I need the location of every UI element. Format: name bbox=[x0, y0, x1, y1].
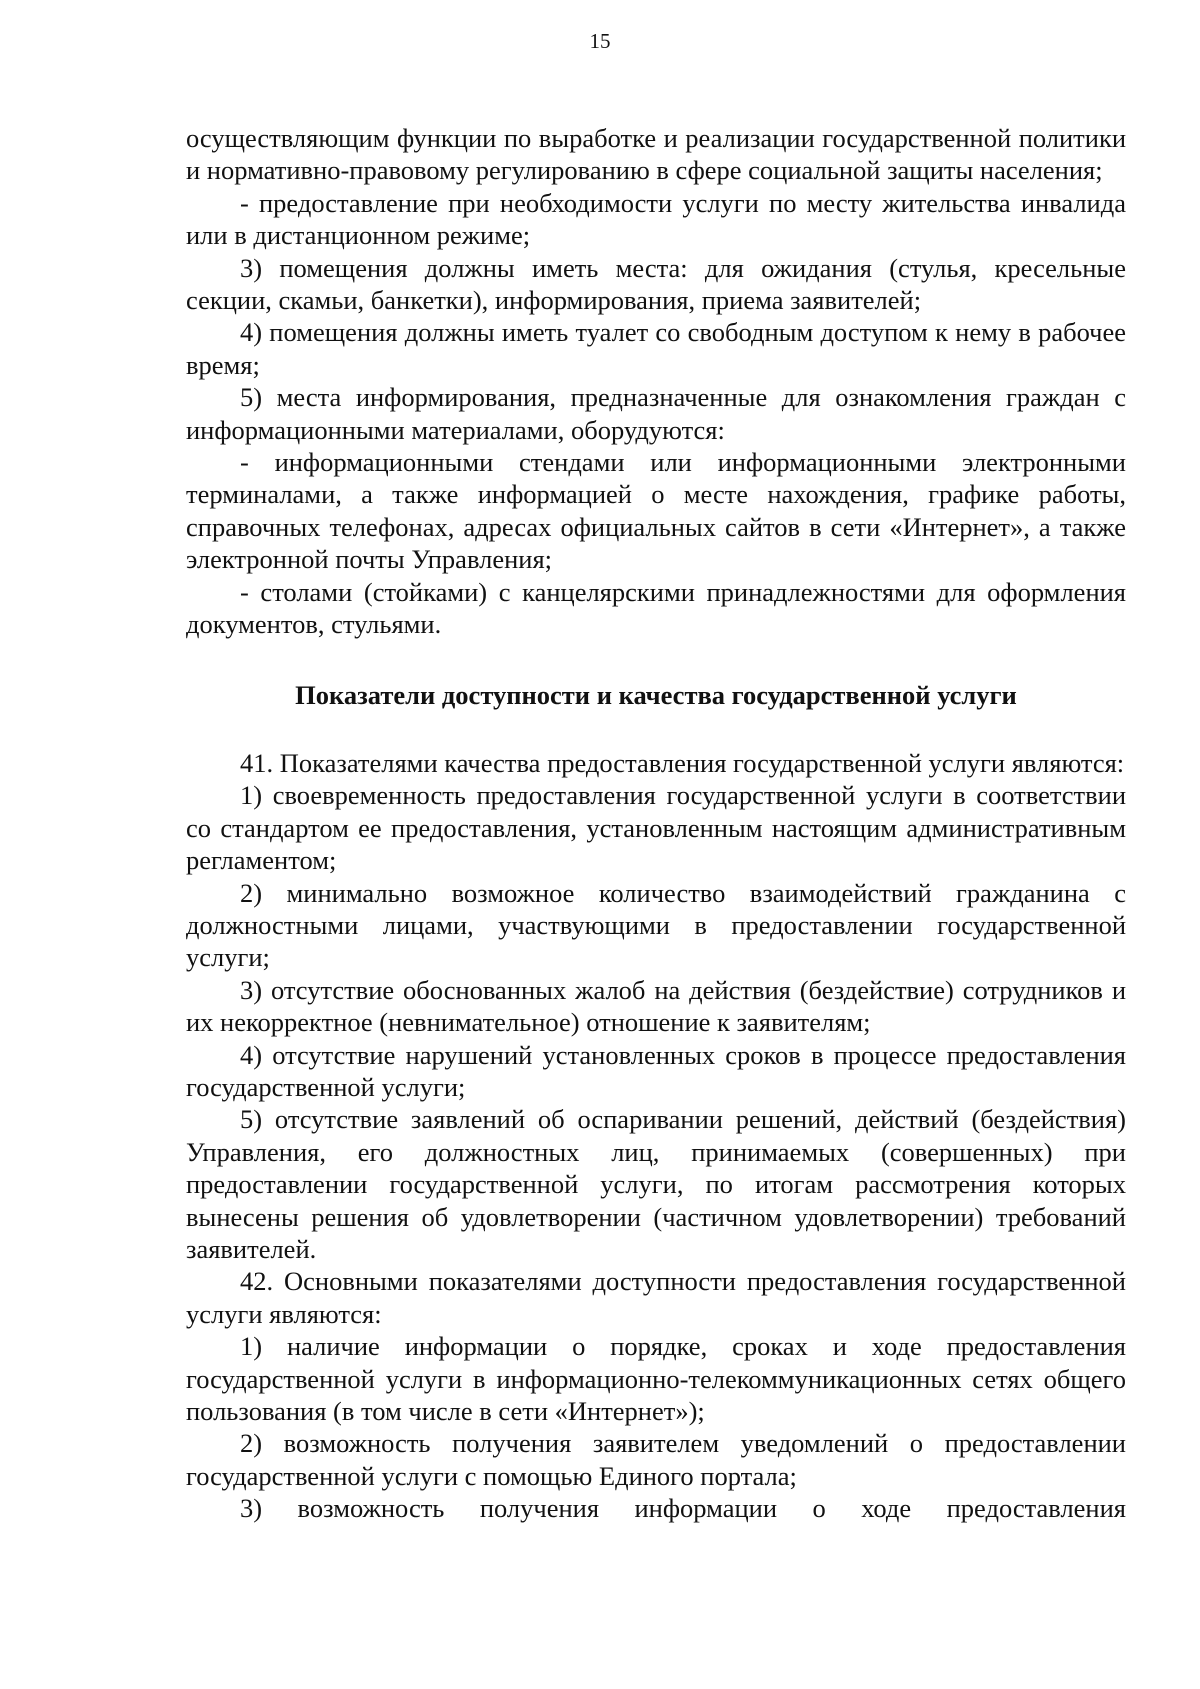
paragraph: 42. Основными показателями доступности предоставления государственной услуги являются: bbox=[186, 1266, 1126, 1329]
paragraph: 3) возможность получения информации о ходе предоставления bbox=[240, 1493, 1126, 1524]
document-body bbox=[186, 122, 1126, 1525]
paragraph: 1) наличие информации о порядке, сроках и ходе предоставления государственной услуги в информационно-телекоммуникационных сетях общего пользования (в том числе в сети «Интернет»); bbox=[186, 1331, 1126, 1427]
paragraph: 4) отсутствие нарушений установленных сроков в процессе предоставления государственной услуги; bbox=[186, 1039, 1126, 1102]
paragraph: 4) помещения должны иметь туалет со свободным доступом к нему в рабочее время; bbox=[186, 317, 1126, 380]
section-heading: Показатели доступности и качества государственной услуги bbox=[295, 679, 1017, 710]
paragraph: 2) возможность получения заявителем уведомлений о предоставлении государственной услуги с помощью Единого портала; bbox=[186, 1428, 1126, 1491]
paragraph: осуществляющим функции по выработке и реализации государственной политики и нормативно-правовому регулированию в сфере социальной защиты населения; bbox=[186, 123, 1126, 186]
paragraph: - предоставление при необходимости услуги по месту жительства инвалида или в дистанционном режиме; bbox=[186, 187, 1126, 251]
paragraph: 2) минимально возможное количество взаимодействий гражданина с должностными лицами, участвующими в предоставлении государственной услуги; bbox=[186, 877, 1126, 973]
paragraph: 3) отсутствие обоснованных жалоб на действия (бездействие) сотрудников и их некорректное (невнимательное) отношение к заявителям; bbox=[186, 974, 1126, 1038]
page-number: 15 bbox=[589, 29, 611, 53]
paragraph: - столами (стойками) с канцелярскими принадлежностями для оформления документов, стульями. bbox=[186, 576, 1126, 640]
paragraph: 3) помещения должны иметь места: для ожидания (стулья, кресельные секции, скамьи, банкетки), информирования, приема заявителей; bbox=[186, 252, 1126, 316]
paragraph: 41. Показателями качества предоставления государственной услуги являются: bbox=[240, 747, 1125, 778]
paragraph: 1) своевременность предоставления государственной услуги в соответствии со стандартом ее предоставления, установленным настоящим административным регламентом; bbox=[186, 780, 1126, 876]
paragraph: 5) отсутствие заявлений об оспаривании решений, действий (бездействия) Управления, его должностных лиц, принимаемых (совершенных) при предоставлении государственной услуги, по итогам рассмотрения которых вынесены решения об удовлетворении (частичном удовлетворении) требований заявителей. bbox=[186, 1104, 1126, 1264]
paragraph: 5) места информирования, предназначенные для ознакомления граждан с информационными материалами, оборудуются: bbox=[186, 382, 1126, 445]
paragraph: - информационными стендами или информационными электронными терминалами, а также информацией о месте нахождения, графике работы, справочных телефонах, адресах официальных сайтов в сети «Интернет», а также электронной почты Управления; bbox=[186, 447, 1126, 575]
